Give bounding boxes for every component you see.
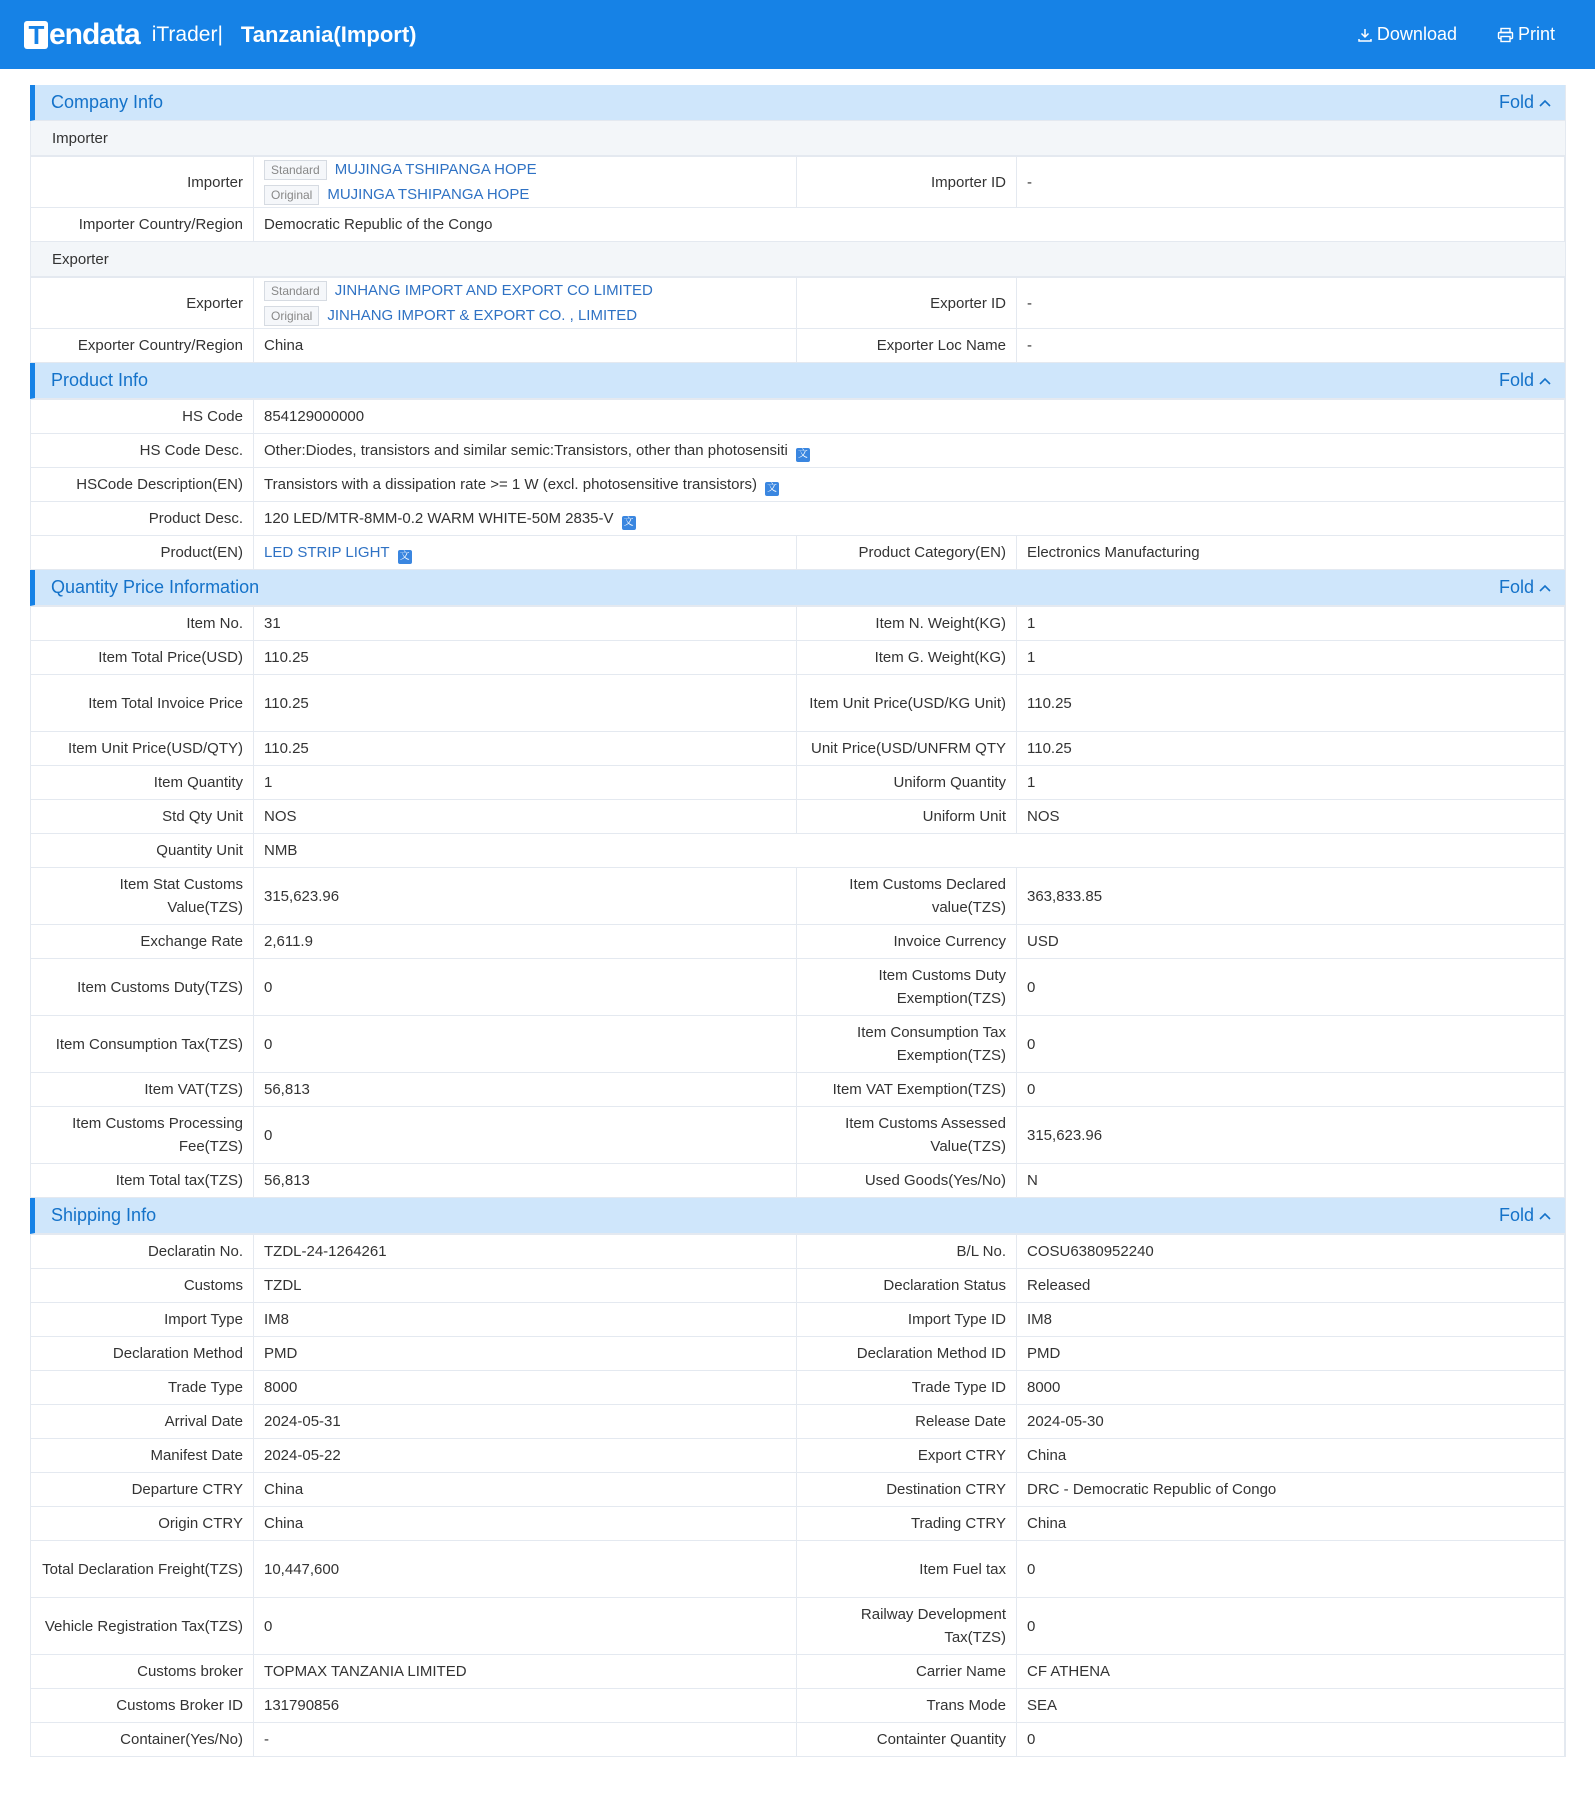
fold-toggle-shipping[interactable] <box>1499 1205 1551 1226</box>
field-value: 56,813 <box>254 1164 797 1198</box>
fold-toggle-product[interactable] <box>1499 370 1551 391</box>
field-label: Item N. Weight(KG) <box>797 607 1017 641</box>
exporter-id-label: Exporter ID <box>797 278 1017 329</box>
field-value: COSU6380952240 <box>1017 1235 1565 1269</box>
field-label: Item Total Price(USD) <box>31 641 254 675</box>
field-label: Carrier Name <box>797 1655 1017 1689</box>
table-row <box>31 1235 1565 1269</box>
field-label: Railway Development Tax(TZS) <box>797 1598 1017 1655</box>
download-icon <box>1357 27 1373 43</box>
field-value: 315,623.96 <box>254 868 797 925</box>
field-label: Declaration Method <box>31 1337 254 1371</box>
field-label: Item Unit Price(USD/KG Unit) <box>797 675 1017 732</box>
table-row <box>31 607 1565 641</box>
table-row <box>31 1405 1565 1439</box>
field-label: Trade Type <box>31 1371 254 1405</box>
table-row <box>31 800 1565 834</box>
download-label: Download <box>1376 24 1457 44</box>
field-value: NOS <box>1017 800 1565 834</box>
importer-names <box>254 157 797 208</box>
quantity-table <box>30 606 1565 1198</box>
field-label: Item Customs Assessed Value(TZS) <box>797 1107 1017 1164</box>
field-label: Item Fuel tax <box>797 1541 1017 1598</box>
field-label: Uniform Unit <box>797 800 1017 834</box>
field-value: 8000 <box>1017 1371 1565 1405</box>
table-row <box>31 1689 1565 1723</box>
fold-label: Fold <box>1498 1205 1534 1225</box>
product-desc-value: 120 LED/MTR-8MM-0.2 WARM WHITE-50M 2835-V <box>264 510 614 527</box>
field-value: 2024-05-30 <box>1017 1405 1565 1439</box>
exporter-label: Exporter <box>31 278 254 329</box>
field-label: Declaration Method ID <box>797 1337 1017 1371</box>
field-value: 56,813 <box>254 1073 797 1107</box>
print-button[interactable] <box>1497 24 1555 45</box>
category-label: Product Category(EN) <box>797 536 1017 570</box>
field-value: PMD <box>254 1337 797 1371</box>
hs-code-label: HS Code <box>31 400 254 434</box>
table-row <box>31 1541 1565 1598</box>
field-label: Manifest Date <box>31 1439 254 1473</box>
field-label: Export CTRY <box>797 1439 1017 1473</box>
hs-desc-value: Other:Diodes, transistors and similar semic:Transistors, other than photosensiti <box>264 442 788 459</box>
field-label: Item Total Invoice Price <box>31 675 254 732</box>
exporter-standard-link[interactable]: JINHANG IMPORT AND EXPORT CO LIMITED <box>334 282 653 299</box>
field-label: Release Date <box>797 1405 1017 1439</box>
table-row <box>31 1303 1565 1337</box>
field-value: 110.25 <box>254 732 797 766</box>
field-value: NOS <box>254 800 797 834</box>
detail-content <box>30 85 1566 1757</box>
field-value: China <box>254 1507 797 1541</box>
field-label: Trans Mode <box>797 1689 1017 1723</box>
field-label: Customs <box>31 1269 254 1303</box>
table-row <box>31 1337 1565 1371</box>
field-label: Item VAT Exemption(TZS) <box>797 1073 1017 1107</box>
table-row <box>31 1371 1565 1405</box>
field-value: 0 <box>1017 1016 1565 1073</box>
field-label: Item VAT(TZS) <box>31 1073 254 1107</box>
quantity-info-header <box>30 570 1565 606</box>
field-label: Item Customs Processing Fee(TZS) <box>31 1107 254 1164</box>
exporter-table <box>30 277 1565 363</box>
chevron-up-icon <box>1539 377 1551 385</box>
standard-tag: Standard <box>264 281 327 301</box>
field-label: Item Customs Duty Exemption(TZS) <box>797 959 1017 1016</box>
field-label: Item Total tax(TZS) <box>31 1164 254 1198</box>
section-title: Quantity Price Information <box>51 577 260 597</box>
translate-icon[interactable]: 文 <box>623 517 634 528</box>
table-row <box>31 675 1565 732</box>
field-label: Departure CTRY <box>31 1473 254 1507</box>
field-value: 0 <box>1017 1073 1565 1107</box>
field-label: B/L No. <box>797 1235 1017 1269</box>
fold-label: Fold <box>1498 92 1534 112</box>
exporter-loc-value: - <box>1017 329 1565 363</box>
category-value: Electronics Manufacturing <box>1017 536 1565 570</box>
translate-icon[interactable]: 文 <box>797 449 808 460</box>
field-label: Vehicle Registration Tax(TZS) <box>31 1598 254 1655</box>
field-value: - <box>254 1723 797 1757</box>
field-value: 0 <box>254 1107 797 1164</box>
fold-label: Fold <box>1498 370 1534 390</box>
exporter-loc-label: Exporter Loc Name <box>797 329 1017 363</box>
section-title: Shipping Info <box>51 1205 157 1225</box>
table-row <box>31 1473 1565 1507</box>
table-row <box>31 1507 1565 1541</box>
field-value: 8000 <box>254 1371 797 1405</box>
field-value: 363,833.85 <box>1017 868 1565 925</box>
field-value: 1 <box>1017 766 1565 800</box>
field-label: Container(Yes/No) <box>31 1723 254 1757</box>
product-en-link[interactable]: LED STRIP LIGHT <box>264 544 390 561</box>
table-row <box>31 1655 1565 1689</box>
importer-label: Importer <box>31 157 254 208</box>
field-value: 2024-05-22 <box>254 1439 797 1473</box>
field-value: SEA <box>1017 1689 1565 1723</box>
field-value: China <box>1017 1507 1565 1541</box>
field-label: Uniform Quantity <box>797 766 1017 800</box>
field-label: Import Type <box>31 1303 254 1337</box>
field-value: 31 <box>254 607 797 641</box>
product-info-header <box>30 363 1565 399</box>
field-label: Trade Type ID <box>797 1371 1017 1405</box>
logo-text: endata <box>49 17 140 51</box>
fold-label: Fold <box>1498 577 1534 597</box>
importer-group-header: Importer <box>30 121 1565 156</box>
table-row <box>31 732 1565 766</box>
importer-id-value: - <box>1017 157 1565 208</box>
hs-desc-cell <box>254 434 1565 468</box>
exporter-id-value: - <box>1017 278 1565 329</box>
exporter-names <box>254 278 797 329</box>
field-label: Customs broker <box>31 1655 254 1689</box>
table-row <box>31 1073 1565 1107</box>
chevron-up-icon <box>1539 1212 1551 1220</box>
field-value: 110.25 <box>1017 675 1565 732</box>
hs-desc-en-cell <box>254 468 1565 502</box>
field-value: 110.25 <box>1017 732 1565 766</box>
product-table <box>30 399 1565 570</box>
hs-desc-en-value: Transistors with a dissipation rate >= 1 W (excl. photosensitive transistors) <box>264 476 757 493</box>
field-value: 0 <box>254 1598 797 1655</box>
top-bar <box>0 0 1595 69</box>
field-label: Total Declaration Freight(TZS) <box>31 1541 254 1598</box>
table-row <box>31 1107 1565 1164</box>
fold-toggle-quantity[interactable] <box>1499 577 1551 598</box>
quantity-unit-label: Quantity Unit <box>31 834 254 868</box>
field-value: 1 <box>254 766 797 800</box>
table-row <box>31 641 1565 675</box>
original-tag: Original <box>264 306 319 326</box>
field-label: Containter Quantity <box>797 1723 1017 1757</box>
exporter-group-header: Exporter <box>30 242 1565 277</box>
table-row <box>31 1164 1565 1198</box>
field-label: Destination CTRY <box>797 1473 1017 1507</box>
table-row <box>31 766 1565 800</box>
field-label: Declaratin No. <box>31 1235 254 1269</box>
field-label: Exchange Rate <box>31 925 254 959</box>
field-value: 131790856 <box>254 1689 797 1723</box>
field-value: TOPMAX TANZANIA LIMITED <box>254 1655 797 1689</box>
field-value: TZDL-24-1264261 <box>254 1235 797 1269</box>
section-title: Product Info <box>51 370 149 390</box>
field-value: 0 <box>1017 1598 1565 1655</box>
importer-country-label: Importer Country/Region <box>31 208 254 242</box>
field-value: 0 <box>254 1016 797 1073</box>
field-value: 1 <box>1017 607 1565 641</box>
field-label: Import Type ID <box>797 1303 1017 1337</box>
field-label: Arrival Date <box>31 1405 254 1439</box>
field-label: Invoice Currency <box>797 925 1017 959</box>
quantity-unit-value: NMB <box>254 834 1565 868</box>
field-label: Used Goods(Yes/No) <box>797 1164 1017 1198</box>
translate-icon[interactable]: 文 <box>766 483 777 494</box>
original-tag: Original <box>264 185 319 205</box>
field-value: IM8 <box>1017 1303 1565 1337</box>
translate-icon[interactable]: 文 <box>399 551 410 562</box>
download-button[interactable] <box>1357 24 1457 45</box>
field-label: Item Unit Price(USD/QTY) <box>31 732 254 766</box>
field-value: Released <box>1017 1269 1565 1303</box>
importer-country-value: Democratic Republic of the Congo <box>254 208 1565 242</box>
field-value: 0 <box>1017 1541 1565 1598</box>
field-value: 10,447,600 <box>254 1541 797 1598</box>
print-label: Print <box>1517 24 1555 44</box>
section-title: Company Info <box>51 92 164 112</box>
field-label: Item G. Weight(KG) <box>797 641 1017 675</box>
exporter-country-value: China <box>254 329 797 363</box>
field-value: 315,623.96 <box>1017 1107 1565 1164</box>
tendata-logo <box>24 18 140 52</box>
importer-table <box>30 156 1565 242</box>
hs-desc-en-label: HSCode Description(EN) <box>31 468 254 502</box>
field-value: China <box>1017 1439 1565 1473</box>
field-label: Item Consumption Tax Exemption(TZS) <box>797 1016 1017 1073</box>
table-row <box>31 868 1565 925</box>
table-row <box>31 1598 1565 1655</box>
company-info-header <box>30 85 1565 121</box>
field-value: PMD <box>1017 1337 1565 1371</box>
field-label: Trading CTRY <box>797 1507 1017 1541</box>
standard-tag: Standard <box>264 160 327 180</box>
table-row <box>31 1269 1565 1303</box>
field-value: TZDL <box>254 1269 797 1303</box>
field-label: Item Customs Duty(TZS) <box>31 959 254 1016</box>
exporter-country-label: Exporter Country/Region <box>31 329 254 363</box>
printer-icon <box>1497 27 1514 43</box>
product-en-label: Product(EN) <box>31 536 254 570</box>
field-label: Declaration Status <box>797 1269 1017 1303</box>
table-row <box>31 1016 1565 1073</box>
field-label: Item Customs Declared value(TZS) <box>797 868 1017 925</box>
field-value: 110.25 <box>254 641 797 675</box>
field-label: Std Qty Unit <box>31 800 254 834</box>
product-desc-label: Product Desc. <box>31 502 254 536</box>
field-label: Unit Price(USD/UNFRM QTY <box>797 732 1017 766</box>
field-value: 0 <box>254 959 797 1016</box>
field-value: 2024-05-31 <box>254 1405 797 1439</box>
product-desc-cell <box>254 502 1565 536</box>
product-en-cell <box>254 536 797 570</box>
page-title: Tanzania(Import) <box>240 21 417 47</box>
field-label: Item Quantity <box>31 766 254 800</box>
table-row <box>31 1723 1565 1757</box>
field-value: 0 <box>1017 959 1565 1016</box>
hs-code-value: 854129000000 <box>254 400 1565 434</box>
shipping-table <box>30 1234 1565 1757</box>
field-value: N <box>1017 1164 1565 1198</box>
table-row <box>31 959 1565 1016</box>
importer-id-label: Importer ID <box>797 157 1017 208</box>
field-value: 2,611.9 <box>254 925 797 959</box>
field-value: IM8 <box>254 1303 797 1337</box>
logo-mark: T <box>24 21 48 49</box>
field-label: Item No. <box>31 607 254 641</box>
hs-desc-label: HS Code Desc. <box>31 434 254 468</box>
field-value: 1 <box>1017 641 1565 675</box>
field-label: Customs Broker ID <box>31 1689 254 1723</box>
field-value: CF ATHENA <box>1017 1655 1565 1689</box>
fold-toggle-company[interactable] <box>1499 92 1551 113</box>
shipping-info-header <box>30 1198 1565 1234</box>
exporter-original-link[interactable]: JINHANG IMPORT & EXPORT CO. , LIMITED <box>327 307 638 324</box>
chevron-up-icon <box>1539 584 1551 592</box>
table-row <box>31 925 1565 959</box>
field-value: 110.25 <box>254 675 797 732</box>
field-label: Origin CTRY <box>31 1507 254 1541</box>
importer-original-link[interactable]: MUJINGA TSHIPANGA HOPE <box>327 186 530 203</box>
field-value: USD <box>1017 925 1565 959</box>
field-value: DRC - Democratic Republic of Congo <box>1017 1473 1565 1507</box>
chevron-up-icon <box>1539 99 1551 107</box>
product-name: iTrader| <box>151 22 223 46</box>
field-label: Item Stat Customs Value(TZS) <box>31 868 254 925</box>
field-label: Item Consumption Tax(TZS) <box>31 1016 254 1073</box>
importer-standard-link[interactable]: MUJINGA TSHIPANGA HOPE <box>334 161 537 178</box>
field-value: China <box>254 1473 797 1507</box>
table-row <box>31 1439 1565 1473</box>
field-value: 0 <box>1017 1723 1565 1757</box>
